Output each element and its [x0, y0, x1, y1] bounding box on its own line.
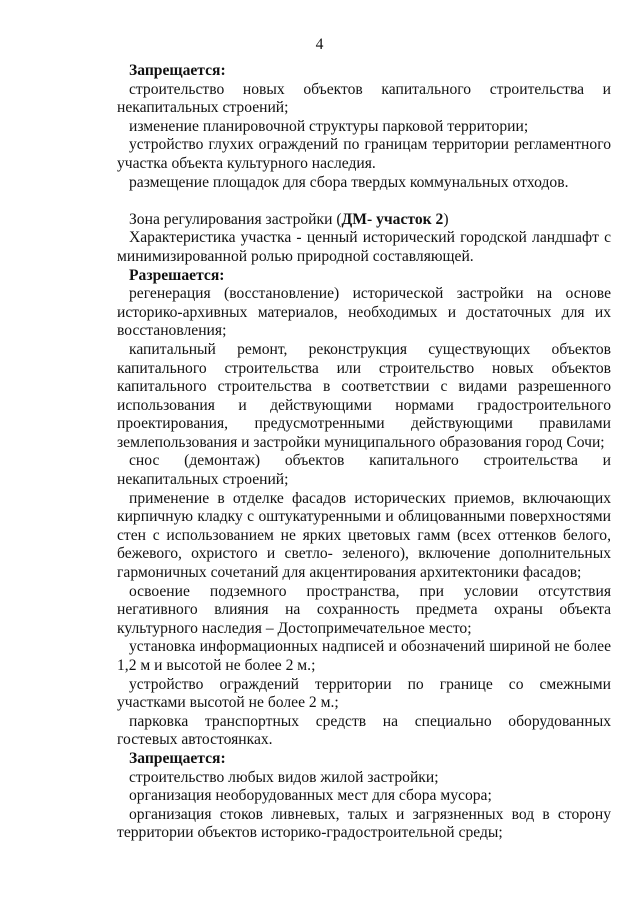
zone-characteristic: Характеристика участка - ценный исторический городской ландшафт с минимизированной ролью природной составляющей.: [117, 229, 611, 265]
paragraph: установка информационных надписей и обозначений шириной не более 1,2 м и высотой не более 2 м.;: [117, 638, 611, 674]
paragraph: капитальный ремонт, реконструкция существующих объектов капитального строительства или строительство новых объектов капитального строительства в соответствии с видами разрешенного использования и действующими нормами градостроительного проектирования, предусмотренными действующими правилами землепользования и застройки муниципального образования город Сочи;: [117, 340, 611, 451]
paragraph: организация стоков ливневых, талых и загрязненных вод в сторону территории объектов историко-градостроительной среды;: [117, 805, 611, 842]
zone-code: ДМ- участок 2: [341, 210, 444, 228]
document-body: [117, 62, 611, 843]
section-heading: Запрещается:: [129, 749, 226, 767]
paragraph: строительство новых объектов капитального строительства и некапитальных строений;: [117, 80, 611, 117]
paragraph: устройство глухих ограждений по границам территории регламентного участка объекта культурного наследия.: [117, 136, 611, 172]
page-number: 4: [315, 36, 324, 53]
section-heading: Разрешается:: [129, 266, 225, 284]
paragraph: регенерация (восстановление) исторической застройки на основе историко-архивных материалов, необходимых и достаточных для их восстановления;: [117, 285, 611, 340]
paragraph: применение в отделке фасадов исторических приемов, включающих кирпичную кладку с оштукатуренными и облицованными поверхностями стен с использованием не ярких цветовых гамм (всех оттенков белого, бежевого, охристого и светло- зеленого), включение дополнительных гармоничных сочетаний для акцентирования архитектоники фасадов;: [117, 489, 611, 582]
paragraph: строительство любых видов жилой застройки;: [129, 768, 439, 786]
paragraph: размещение площадок для сбора твердых коммунальных отходов.: [129, 173, 569, 191]
paragraph: организация необорудованных мест для сбора мусора;: [129, 787, 492, 805]
section-heading: Запрещается:: [129, 62, 226, 79]
paragraph: снос (демонтаж) объектов капитального строительства и некапитальных строений;: [117, 452, 611, 489]
zone-title: Зона регулирования застройки (ДМ- участок 2): [129, 210, 449, 228]
paragraph: изменение планировочной структуры парковой территории;: [129, 117, 529, 135]
paragraph: устройство ограждений территории по границе со смежными участками высотой не более 2 м.;: [117, 675, 611, 712]
paragraph: парковка транспортных средств на специально оборудованных гостевых автостоянках.: [117, 712, 611, 749]
paragraph: освоение подземного пространства, при условии отсутствия негативного влияния на сохранность предмета охраны объекта культурного наследия – Достопримечательное место;: [117, 582, 611, 637]
